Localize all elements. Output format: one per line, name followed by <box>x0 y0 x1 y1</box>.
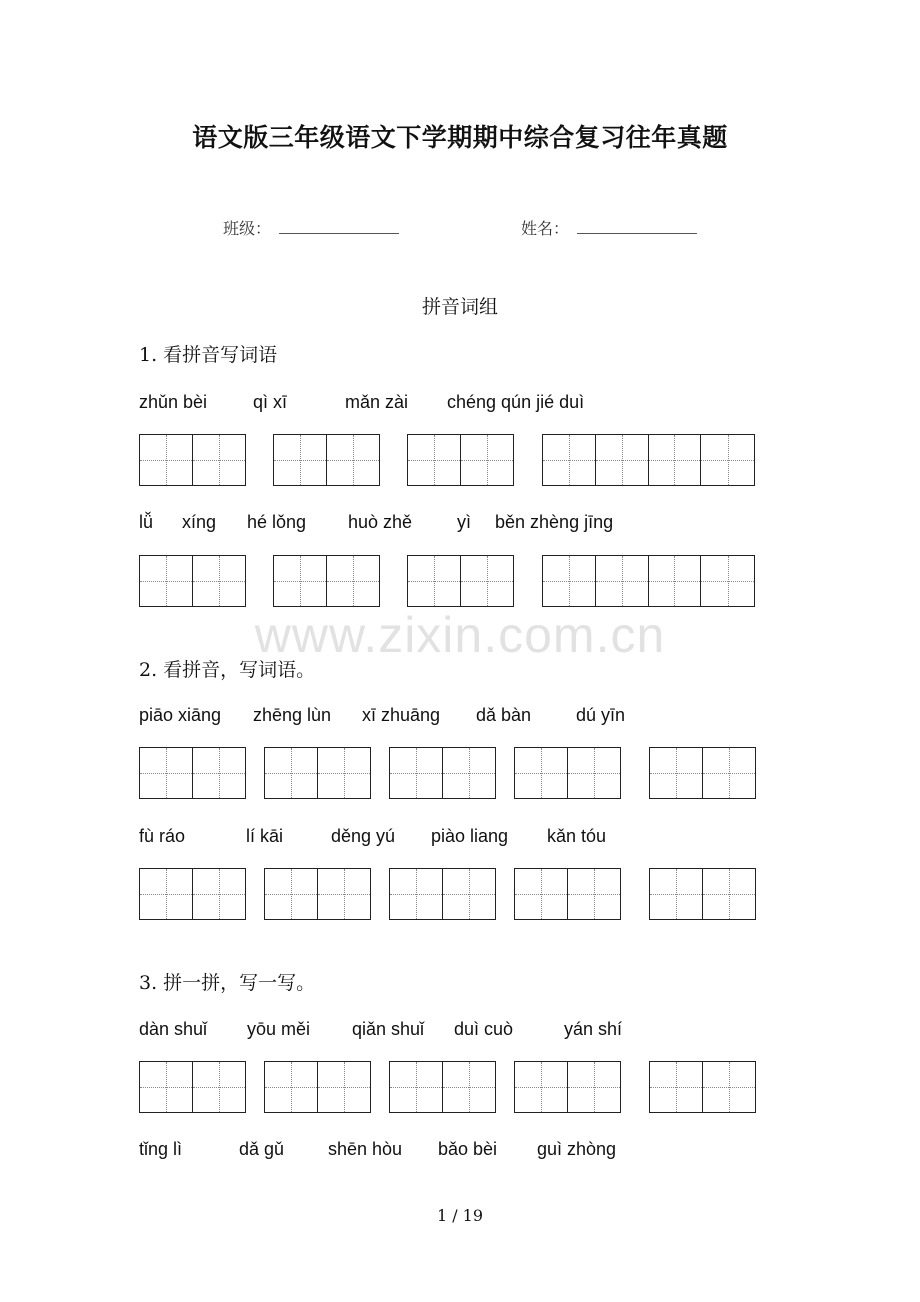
q1-answer-grid-1[interactable] <box>139 434 246 486</box>
q3-pinyin-8: shēn hòu <box>328 1139 403 1159</box>
q3-answer-grid-3[interactable] <box>389 1061 496 1113</box>
q1-pinyin-9: yì <box>457 512 472 532</box>
q2-pinyin-8: děng yú <box>331 826 396 846</box>
q1-pinyin-7: hé lǒng <box>247 512 307 532</box>
q3-pinyin-3: qiǎn shuǐ <box>352 1019 425 1039</box>
q2-pinyin-2: zhēng lùn <box>253 705 332 725</box>
q2-answer-grid-4[interactable] <box>514 747 621 799</box>
q2-answer-grid-3[interactable] <box>389 747 496 799</box>
q2-answer-grid-8[interactable] <box>389 868 496 920</box>
q2-answer-grid-6[interactable] <box>139 868 246 920</box>
q3-pinyin-5: yán shí <box>564 1019 623 1039</box>
q1-answer-grid-5[interactable] <box>139 555 246 607</box>
q3-answer-grid-4[interactable] <box>514 1061 621 1113</box>
class-field-line <box>279 233 399 234</box>
q2-pinyin-1: piāo xiāng <box>139 705 222 725</box>
q1-pinyin-10: běn zhèng jīng <box>495 512 614 532</box>
q1-answer-grid-6[interactable] <box>273 555 380 607</box>
q2-pinyin-9: piào liang <box>431 826 509 846</box>
q2-answer-grid-2[interactable] <box>264 747 371 799</box>
q3-pinyin-2: yōu měi <box>247 1019 311 1039</box>
q2-pinyin-5: dú yīn <box>576 705 626 725</box>
name-label: 姓名： <box>521 219 570 238</box>
q1-answer-grid-2[interactable] <box>273 434 380 486</box>
q2-answer-grid-9[interactable] <box>514 868 621 920</box>
q3-pinyin-7: dǎ gǔ <box>239 1139 285 1159</box>
q2-pinyin-7: lí kāi <box>246 826 284 846</box>
q3-answer-grid-2[interactable] <box>264 1061 371 1113</box>
q3-answer-grid-1[interactable] <box>139 1061 246 1113</box>
q2-pinyin-10: kǎn tóu <box>547 826 607 846</box>
q2-answer-grid-7[interactable] <box>264 868 371 920</box>
page-number: 1 / 19 <box>436 1206 484 1225</box>
q3-pinyin-1: dàn shuǐ <box>139 1019 208 1039</box>
name-field-line <box>577 233 697 234</box>
q1-pinyin-1: zhǔn bèi <box>139 392 208 412</box>
question-2-heading: 2. 看拼音，写词语。 <box>139 659 316 681</box>
class-label: 班级： <box>223 219 272 238</box>
question-1-heading: 1. 看拼音写词语 <box>139 344 278 366</box>
q1-pinyin-3: mǎn zài <box>345 392 409 412</box>
q1-answer-grid-8[interactable] <box>542 555 755 607</box>
q1-pinyin-2: qì xī <box>253 392 288 412</box>
section-title: 拼音词组 <box>421 296 498 318</box>
q2-answer-grid-1[interactable] <box>139 747 246 799</box>
q1-answer-grid-4[interactable] <box>542 434 755 486</box>
q2-answer-grid-5[interactable] <box>649 747 756 799</box>
document-title: 语文版三年级语文下学期期中综合复习往年真题 <box>192 123 728 152</box>
q3-pinyin-4: duì cuò <box>454 1019 514 1039</box>
q3-pinyin-9: bǎo bèi <box>438 1139 498 1159</box>
q2-pinyin-3: xī zhuāng <box>362 705 441 725</box>
q3-pinyin-10: guì zhòng <box>537 1139 617 1159</box>
q2-pinyin-6: fù ráo <box>139 826 186 846</box>
q1-pinyin-6: xíng <box>182 512 217 532</box>
q1-pinyin-8: huò zhě <box>348 512 413 532</box>
q3-answer-grid-5[interactable] <box>649 1061 756 1113</box>
watermark: www.zixin.com.cn <box>254 607 666 663</box>
q1-answer-grid-7[interactable] <box>407 555 514 607</box>
q1-answer-grid-3[interactable] <box>407 434 514 486</box>
q1-pinyin-4: chéng qún jié duì <box>447 392 585 412</box>
q1-pinyin-5: lǚ <box>139 512 154 532</box>
question-3-heading: 3. 拼一拼，写一写。 <box>139 972 316 994</box>
q2-answer-grid-10[interactable] <box>649 868 756 920</box>
q3-pinyin-6: tǐng lì <box>139 1139 183 1159</box>
q2-pinyin-4: dǎ bàn <box>476 705 532 725</box>
